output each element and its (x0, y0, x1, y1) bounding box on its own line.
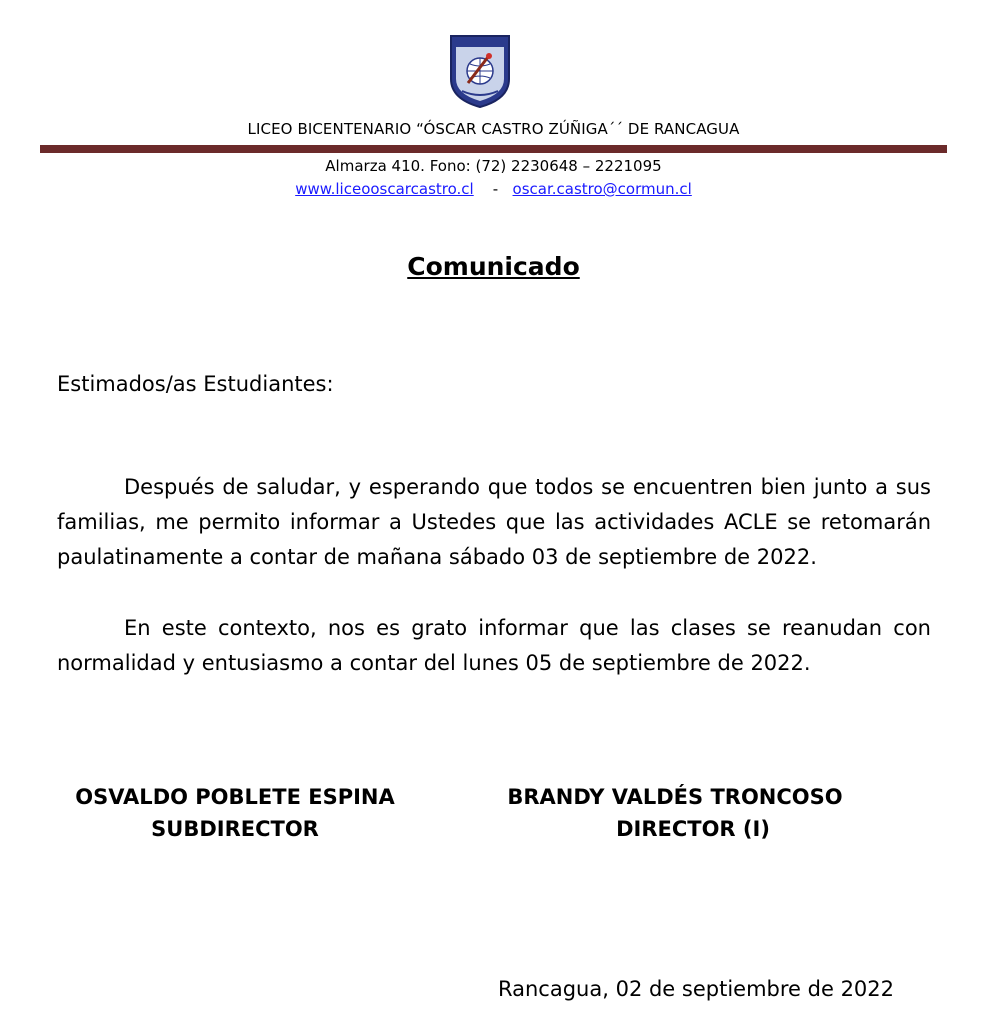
signature-block-director (505, 781, 845, 845)
signatory-role: SUBDIRECTOR (151, 817, 319, 841)
signatory-name: BRANDY VALDÉS TRONCOSO (507, 785, 843, 809)
body-paragraph-1: Después de saludar, y esperando que todos se encuentren bien junto a sus familias, me permito informar a Ustedes que las actividades ACLE se retomarán paulatinamente a contar de mañana sábado 03 de septiembre de 2022. (57, 475, 931, 569)
header-rule (40, 145, 947, 153)
signatory-name: OSVALDO POBLETE ESPINA (75, 785, 395, 809)
document-title: Comunicado (407, 252, 580, 281)
email-link[interactable]: oscar.castro@cormun.cl (512, 180, 692, 198)
contact-links (0, 180, 987, 198)
link-separator: - (492, 180, 499, 198)
date-line: Rancagua, 02 de septiembre de 2022 (498, 977, 895, 1001)
body-paragraph-2: En este contexto, nos es grato informar que las clases se reanudan con normalidad y entusiasmo a contar del lunes 05 de septiembre de 2022. (57, 616, 931, 675)
signature-block-subdirector (70, 781, 400, 845)
school-name: LICEO BICENTENARIO “ÓSCAR CASTRO ZÚÑIGA´´ DE RANCAGUA (247, 120, 740, 138)
website-link[interactable]: www.liceooscarcastro.cl (295, 180, 474, 198)
signatory-role: DIRECTOR (I) (616, 817, 770, 841)
greeting: Estimados/as Estudiantes: (57, 372, 334, 396)
school-crest-logo (448, 33, 512, 109)
school-address: Almarza 410. Fono: (72) 2230648 – 2221095 (325, 157, 662, 175)
